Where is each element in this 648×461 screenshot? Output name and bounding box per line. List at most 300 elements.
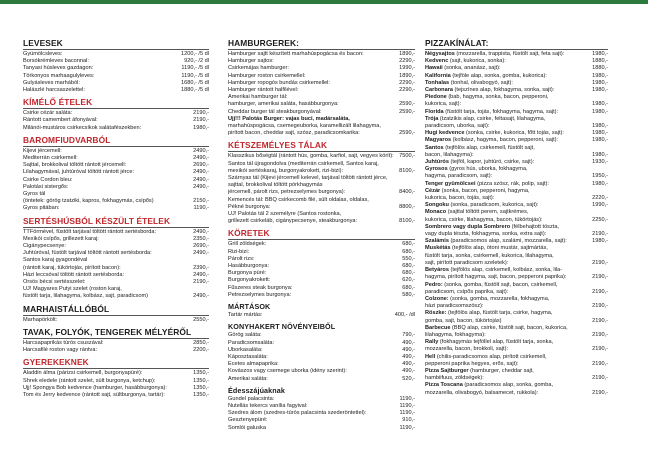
- item-name: mozzarella, bacon, brokkoli, sajt):: [425, 346, 509, 353]
- item-name: Mediterrán csirkemell:: [23, 155, 78, 162]
- menu-item: [425, 195, 608, 202]
- section-divider: [23, 49, 209, 50]
- item-name: Amerikai saláta:: [228, 375, 268, 382]
- item-price: 8100,-: [399, 218, 415, 225]
- section-divider: [23, 338, 209, 339]
- item-name: Cheddar burger tál steakburgonyával:: [228, 108, 322, 115]
- item-price: 490,-: [402, 368, 415, 375]
- menu-item: [23, 265, 209, 272]
- item-price: 1890,-: [399, 72, 415, 79]
- menu-section: [228, 140, 415, 225]
- menu-item: [228, 101, 415, 108]
- item-price: 2590,-: [399, 130, 415, 137]
- item-price: 1680,- /5 dl: [181, 79, 209, 86]
- menu-item: [228, 153, 415, 160]
- menu-section: [23, 135, 209, 213]
- top-decorative-stripe: [0, 0, 648, 4]
- menu-item: [23, 51, 209, 58]
- item-name: kukorica, bacon, tojás, sajt):: [425, 195, 495, 202]
- item-name: Palotási sistergős:: [23, 183, 69, 190]
- section-title: TAVAK, FOLYÓK, TENGEREK MÉLYÉRŐL: [23, 326, 192, 337]
- item-name: Gyros pitában:: [23, 205, 60, 212]
- item-price: 2490,-: [193, 169, 209, 176]
- item-name: Santos karaj gyagondéval: [23, 257, 88, 264]
- item-name: Szárnyas tál (Kijevi jércemell kelevel, tarjával töltött rántott jérce,: [228, 175, 388, 182]
- item-name: grillezett csirkeláb, cigánypecsenye, steakburgonya:: [228, 218, 358, 225]
- menu-item: [228, 168, 415, 175]
- menu-item: [425, 238, 608, 245]
- item-price: 2190,-: [592, 375, 608, 382]
- menu-item: [425, 382, 608, 389]
- section-title: KÖRETEK: [228, 228, 270, 239]
- menu-item: [23, 177, 209, 184]
- section-title: LEVESEK: [23, 38, 63, 48]
- item-name: Tonhalas (tonhal, olivabogyó, sajt):: [425, 79, 513, 86]
- item-name: Monaco (sajttal töltött perem, sajtkrémes,: [425, 209, 529, 216]
- item-name: Amerikai hamburger tál:: [228, 94, 288, 101]
- item-price: 1980,-: [193, 124, 209, 131]
- item-price: 620,-: [402, 277, 415, 284]
- item-price: 2490,-: [193, 250, 209, 257]
- item-name: (rántott karaj, tükörtojás, pirított bacon):: [23, 264, 121, 271]
- item-name: Piedone (bab, hagyma, sonka, bacon, pepperoni,: [425, 94, 549, 101]
- section-title: Édesszájúaknak: [228, 385, 285, 395]
- section-divider: [228, 151, 415, 152]
- menu-item: [425, 390, 608, 397]
- menu-item: [425, 80, 608, 87]
- item-name: lilahagyma, fokhagyma):: [425, 331, 486, 338]
- item-price: 2490,-: [193, 147, 209, 154]
- item-name: füstölt tarja, lilahagyma, kolbász, sajt, paradicsom): [23, 293, 148, 300]
- item-name: Milánói-mustáros csirkecsíkok salátafészekben:: [23, 124, 142, 131]
- item-price: 2290,-: [399, 58, 415, 65]
- menu-item: [228, 80, 415, 87]
- item-name: Szedres álom (szedres-túrós palacsinta szederöntettel):: [228, 410, 367, 417]
- item-price: 1190,-: [399, 410, 415, 417]
- menu-item: [228, 312, 415, 319]
- menu-item: [23, 392, 209, 399]
- menu-section: [23, 216, 209, 301]
- item-name: Burgonya püré:: [228, 270, 267, 277]
- item-name: Csirke Cordon bleu:: [23, 176, 73, 183]
- item-price: 1980,-: [592, 180, 608, 187]
- menu-item: [425, 145, 608, 152]
- menu-item: [23, 257, 209, 264]
- menu-section: [228, 38, 415, 137]
- menu-column-3: [425, 38, 608, 397]
- menu-item: [425, 188, 608, 195]
- item-price: 1980,-: [592, 51, 608, 57]
- item-price: 1980,-: [592, 72, 608, 79]
- item-name: Négysajtos (mozzarella, trappista, füstölt sajt, feta sajt):: [425, 51, 565, 57]
- item-price: 1890,-: [399, 51, 415, 57]
- menu-item: [23, 272, 209, 279]
- item-price: 1190,-: [399, 402, 415, 409]
- item-price: 2490,-: [193, 228, 209, 235]
- menu-item: [425, 354, 608, 361]
- item-name: Tartár mártás:: [228, 312, 263, 319]
- item-price: 1880,-: [592, 65, 608, 72]
- menu-item: [425, 346, 608, 353]
- menu-item: [425, 130, 608, 137]
- item-price: 8800,-: [399, 203, 415, 210]
- item-price: 1980,-: [592, 101, 608, 108]
- menu-item: [228, 204, 415, 211]
- menu-item: [425, 303, 608, 310]
- item-price: 580,-: [402, 291, 415, 298]
- item-name: Csirkemájas hamburger:: [228, 65, 289, 72]
- menu-item: [23, 229, 209, 236]
- item-price: 680,-: [402, 248, 415, 255]
- menu-item: [228, 182, 415, 189]
- item-name: Ecetes almapaprika:: [228, 361, 279, 368]
- item-price: 1990,-: [399, 65, 415, 72]
- item-price: 1190,- /5 dl: [181, 72, 209, 79]
- menu-item: [23, 370, 209, 377]
- menu-item: [23, 125, 209, 132]
- item-name: hambiifuus, zöldségek):: [425, 375, 484, 382]
- menu-item: [425, 109, 608, 116]
- menu-item: [23, 205, 209, 212]
- menu-item: [425, 282, 608, 289]
- menu-item: [23, 198, 209, 205]
- item-price: 680,-: [402, 263, 415, 270]
- item-name: Pedro: (sonka, gomba, füstölt sajt, bacon, csirkemell,: [425, 281, 558, 288]
- item-price: 2190,-: [592, 346, 608, 353]
- item-name: Santos tál újragondolva (mediterrán csirkemell, Santos karaj,: [228, 160, 379, 167]
- item-name: Aladdin álma (párizsi csirkemell, burgonyapüré):: [23, 370, 143, 377]
- menu-item: [425, 202, 608, 209]
- section-title: MÁRTÁSOK: [228, 302, 271, 312]
- item-price: 2150,-: [193, 198, 209, 205]
- item-price: 1190,- /5 dl: [181, 65, 209, 72]
- menu-item: [23, 65, 209, 72]
- menu-item: [228, 58, 415, 65]
- item-name: Kijevi jércemell:: [23, 147, 62, 154]
- item-name: Harcsafilé roston vagy rántva:: [23, 347, 97, 354]
- item-price: 680,-: [402, 270, 415, 277]
- item-price: 1930,-: [592, 159, 608, 166]
- item-name: Pizza Sajtburger (hamburger, cheddar sajt,: [425, 367, 534, 374]
- item-price: 2590,-: [399, 101, 415, 108]
- item-name: Tanyasi húsleves gazdagon:: [23, 65, 94, 72]
- item-name: mexikói sertéskaraj, burgonyakrokett, rizi-bizi):: [228, 167, 344, 174]
- item-price: 2290,-: [399, 79, 415, 86]
- item-name: Shrek eledele (rántott szelet, sült burgonya, ketchup):: [23, 377, 156, 384]
- item-name: Káposztasaláta:: [228, 353, 268, 360]
- menu-section: [23, 327, 209, 354]
- item-name: Lilahagymával, juhtúróval töltött rántott jérce:: [23, 169, 135, 176]
- menu-item: [425, 101, 608, 108]
- item-price: 1880,- /5 dl: [181, 87, 209, 94]
- menu-item: [425, 325, 608, 332]
- item-name: Barbecue (BBQ alap, csirke, füstölt sajt, bacon, kukorica,: [425, 324, 568, 331]
- menu-item: [228, 256, 415, 263]
- item-name: Kovászos vagy csemege uborka (idény szerint):: [228, 368, 347, 375]
- menu-item: [23, 58, 209, 65]
- menu-item: [23, 87, 209, 94]
- item-price: 1350,-: [193, 370, 209, 377]
- item-name: Hell (chilis-paradicsomos alap, pirított csirkemell,: [425, 353, 547, 360]
- item-name: Pizza Toscana (paradicsomos alap, sonka, gomba,: [425, 382, 553, 389]
- menu-item: [23, 117, 209, 124]
- item-price: 2550,-: [193, 316, 209, 323]
- item-name: Sombrero vagy duplа Sombrero (félbehajtott töszta,: [425, 223, 559, 230]
- item-price: 1980,-: [592, 79, 608, 86]
- item-name: Cigánypecsenye:: [23, 243, 66, 250]
- item-price: 1980,-: [592, 238, 608, 245]
- item-price: 1980,-: [592, 87, 608, 94]
- item-price: 2490,-: [193, 293, 209, 300]
- menu-item: [228, 51, 415, 58]
- item-name: Uborkasaláta:: [228, 346, 263, 353]
- item-name: Mexikói csípős, grillezett karaj:: [23, 235, 99, 242]
- menu-item: [228, 410, 415, 417]
- menu-item: [425, 260, 608, 267]
- item-price: 2850,-: [193, 339, 209, 346]
- menu-section: [228, 386, 415, 432]
- menu-item: [425, 116, 608, 123]
- menu-item: [23, 148, 209, 155]
- menu-item: [23, 110, 209, 117]
- item-price: 2190,-: [592, 231, 608, 238]
- menu-item: [425, 332, 608, 339]
- section-title: MARHAISTÁLLÓBÓL: [23, 303, 110, 314]
- menu-item: [228, 361, 415, 368]
- item-name: Santos (tejfölös alap, csirkemell, füstölt sajt,: [425, 144, 535, 151]
- item-name: Florida (füstölt tarja, tojás, fokhagyma, hagyma, sajt):: [425, 108, 559, 115]
- item-name: (öntetek: görög tzatziki, kapros, fokhagymás, csípős): [23, 198, 154, 205]
- menu-item: [425, 209, 608, 216]
- item-price: 490,-: [402, 339, 415, 346]
- item-price: 1350,-: [193, 377, 209, 384]
- menu-item: [23, 236, 209, 243]
- item-name: Paradicsomsaláta:: [228, 339, 275, 346]
- menu-section: [425, 38, 608, 397]
- section-title: HAMBURGEREK:: [228, 38, 299, 48]
- item-name: Magyaros (kolbász, hagyma, bacon, pepperoni, sajt):: [425, 137, 559, 144]
- item-name: Carbonara (tejszínes alap, fokhagyma, sonka, sajt):: [425, 87, 555, 94]
- item-price: 680,-: [402, 284, 415, 291]
- item-name: Ujj! Spongya Bob kedvence (hamburger, hasábburgonya):: [23, 384, 167, 391]
- item-price: 2490,-: [193, 271, 209, 278]
- item-name: Gulyásleves marhából:: [23, 79, 80, 86]
- item-name: Burgonyakrokett:: [228, 277, 271, 284]
- item-price: 2490,-: [193, 155, 209, 162]
- menu-item: [425, 65, 608, 72]
- item-name: Juhtúróval, füstölt tarjával töltött rántott sertésborda:: [23, 250, 152, 257]
- section-title: KÍMÉLŐ ÉTELEK: [23, 97, 93, 108]
- item-price: 2190,-: [592, 360, 608, 367]
- item-name: Gundel palacsinta:: [228, 395, 275, 402]
- item-name: bacon, lilahagyma):: [425, 151, 474, 158]
- item-name: Somlói galuska: [228, 424, 266, 431]
- menu-item: [23, 169, 209, 176]
- menu-item: [228, 376, 415, 383]
- item-name: Rántott camembert áfonyával:: [23, 117, 98, 124]
- item-price: 2690,-: [193, 243, 209, 250]
- item-price: 1980,-: [592, 108, 608, 115]
- item-price: 2200,-: [193, 347, 209, 354]
- item-name: Csirke cézár saláta:: [23, 110, 73, 117]
- item-price: 910,-: [402, 417, 415, 424]
- menu-item: [425, 318, 608, 325]
- menu-item: [425, 375, 608, 382]
- menu-item: [425, 361, 608, 368]
- item-name: Gyümölcsleves:: [23, 51, 63, 57]
- item-price: 1190,-: [399, 395, 415, 402]
- menu-section: [228, 228, 415, 299]
- item-name: Örsös bécsi sertésszelet:: [23, 279, 86, 286]
- item-name: házi paradicsomszósz):: [425, 303, 484, 310]
- item-name: marhahúspogácsa, csemegeuborka, karamellizált lilahagyma,: [228, 123, 381, 130]
- item-name: Kalifornia (tejföle alap, sonka, gomba, kukorica):: [425, 72, 547, 79]
- item-name: paradicsom, csípős paprika, sajt):: [425, 288, 509, 295]
- item-price: 2190,-: [193, 110, 209, 117]
- item-price: 1200,- /5 dl: [181, 51, 209, 57]
- menu-item: [425, 274, 608, 281]
- item-name: Hamburger sajtt készített marhahúspogácsa és bacon:: [228, 51, 364, 57]
- item-name: Fűszeres steak burgonya:: [228, 284, 293, 291]
- menu-item: [228, 354, 415, 361]
- item-price: 1980,-: [592, 130, 608, 137]
- item-name: Ujj!!! Palotás Burger: vajas buci, madársaláta,: [228, 115, 350, 122]
- item-price: 1190,-: [193, 205, 209, 212]
- item-name: pepperoni paprika hegyes, erős, sajt):: [425, 360, 519, 367]
- item-name: Klasszikus bőségtál (rántott hús, gomba, karfiol, sajt, vegyes körít):: [228, 153, 394, 160]
- menu-item: [228, 270, 415, 277]
- item-name: Nutellás tekercs vanília fagyival:: [228, 402, 308, 409]
- menu-item: [228, 403, 415, 410]
- section-divider: [425, 49, 608, 50]
- item-price: 2190,-: [592, 303, 608, 310]
- menu-item: [23, 378, 209, 385]
- menu-item: [228, 332, 415, 339]
- item-price: 1950,-: [592, 173, 608, 180]
- menu-item: [228, 292, 415, 299]
- item-price: 1190,-: [399, 424, 415, 431]
- item-name: Songoku (sonka, paradicsom, kukorica, sajt):: [425, 202, 539, 209]
- item-name: Hamburger sajtos:: [228, 58, 274, 65]
- menu-item: [425, 339, 608, 346]
- menu-item: [425, 245, 608, 252]
- menu-item: [228, 116, 415, 123]
- item-price: 2490,-: [193, 183, 209, 190]
- menu-section: [23, 304, 209, 324]
- item-price: 920,- /2 dl: [184, 58, 209, 65]
- menu-section: [228, 322, 415, 382]
- menu-item: [425, 173, 608, 180]
- menu-item: [425, 58, 608, 65]
- item-price: 2490,-: [193, 176, 209, 183]
- menu-item: [425, 87, 608, 94]
- item-name: Rally (fokhagymás tejföllel alap, füstölt tarja, sonka,: [425, 339, 554, 346]
- item-name: Tenger gyümölcsei (pizza szósz, rák, polip, sajt):: [425, 180, 549, 187]
- menu-item: [425, 267, 608, 274]
- item-price: 2690,-: [193, 162, 209, 169]
- item-price: 550,-: [402, 255, 415, 262]
- menu-item: [425, 224, 608, 231]
- item-name: Röszke: (tejfölös alap, füstölt tarja, csirke, hagyma,: [425, 310, 553, 317]
- menu-item: [425, 137, 608, 144]
- menu-item: [425, 310, 608, 317]
- section-title: GYEREKEKNEK: [23, 357, 89, 368]
- menu-item: [425, 166, 608, 173]
- menu-item: [425, 289, 608, 296]
- item-name: Gyros tál: [23, 191, 46, 198]
- item-name: Tom és Jerry kedvence (rántott sajt, sültburgonya, tartár):: [23, 391, 165, 398]
- item-name: Grill zöldségek:: [228, 241, 267, 248]
- item-name: Borsókrémleves baconnal:: [23, 58, 89, 65]
- item-name: kukorica, csirke, lilahagyma, bacon, tükörtojás):: [425, 216, 543, 223]
- menu-item: [228, 175, 415, 182]
- item-price: 1350,-: [193, 384, 209, 391]
- section-title: SERTÉSHÚSBÓL KÉSZÜLT ÉTELEK: [23, 215, 171, 226]
- item-price: 2190,-: [592, 331, 608, 338]
- menu-item: [228, 123, 415, 130]
- menu-item: [425, 51, 608, 58]
- item-price: 1350,-: [193, 391, 209, 398]
- item-name: Hamburger rántott halfilével:: [228, 87, 299, 94]
- item-name: Rizi-bizi:: [228, 248, 250, 255]
- menu-item: [425, 159, 608, 166]
- menu-item: [228, 340, 415, 347]
- menu-item: [23, 340, 209, 347]
- menu-item: [425, 231, 608, 238]
- menu-column-1: [23, 38, 209, 399]
- item-name: jércemell, párolt rizs, petrezselymes burgonya):: [228, 189, 346, 196]
- menu-item: [23, 385, 209, 392]
- menu-item: [425, 123, 608, 130]
- menu-item: [425, 368, 608, 375]
- menu-item: [425, 152, 608, 159]
- item-name: hagyma, paradicsom, sajt):: [425, 173, 493, 180]
- section-divider: [23, 108, 209, 109]
- menu-item: [23, 155, 209, 162]
- item-name: vagy dupla tészta, fokhagyma, sonka, extra sajt):: [425, 231, 547, 238]
- item-name: gomba, sajt, bacon, tükörtojás): [425, 317, 502, 324]
- menu-section: [23, 357, 209, 399]
- menu-item: [23, 73, 209, 80]
- item-name: Hugi kedvence (sonka, csirke, kukorica, főtt tojás, sajt):: [425, 130, 564, 137]
- item-name: Cézár (sonka, bacon, pepperoni, hagyma,: [425, 187, 530, 194]
- menu-item: [228, 211, 415, 218]
- menu-item: [228, 241, 415, 248]
- item-price: 1980,-: [592, 151, 608, 158]
- item-price: 7500,-: [399, 153, 415, 160]
- item-price: 2290,-: [399, 87, 415, 94]
- section-title: KÉTSZEMÉLYES TÁLAK: [228, 140, 328, 151]
- menu-item: [228, 197, 415, 204]
- item-name: kukorica, sajt):: [425, 101, 462, 108]
- menu-item: [228, 161, 415, 168]
- item-name: Trója (tzatzikis alap, csirke, feltasajt, lilahagyma,: [425, 115, 546, 122]
- item-name: Marhapörkölt:: [23, 316, 58, 323]
- item-name: mozzarella, olivabogyó, balsamecet, rukkola):: [425, 389, 539, 396]
- section-title: PIZZAKÍNÁLAT:: [425, 38, 489, 48]
- item-name: sajttal, brokkolival töltött pórkhagymás: [228, 182, 323, 189]
- item-price: 1880,-: [592, 58, 608, 65]
- item-price: 2190,-: [592, 259, 608, 266]
- item-name: Betyáros (tejfölös alap, csirkemell, kolbász, sonka, lila-: [425, 267, 563, 274]
- section-divider: [23, 315, 209, 316]
- item-price: 490,-: [402, 361, 415, 368]
- section-divider: [23, 368, 209, 369]
- item-price: 2350,-: [193, 235, 209, 242]
- item-name: sajt, pirított paradicsom szeletek):: [425, 259, 509, 266]
- menu-item: [228, 94, 415, 101]
- menu-item: [425, 73, 608, 80]
